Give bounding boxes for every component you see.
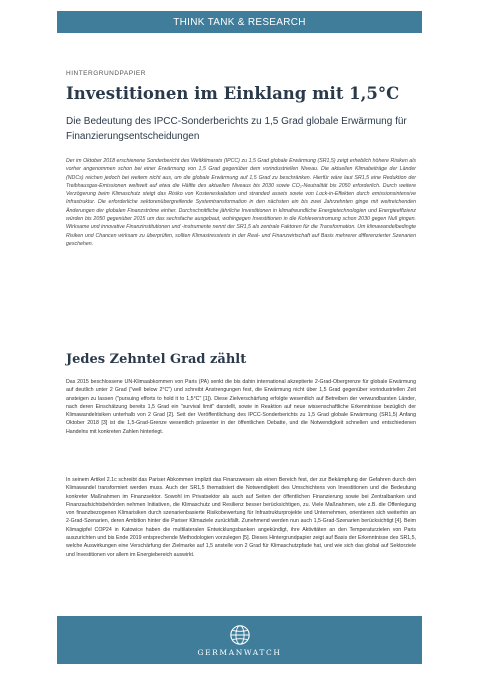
body-paragraph-2: In seinem Artikel 2.1c schreibt das Pariser Abkommen implizit das Finanzwesen als einen Bereich fest, der zur Bekämpfung der Gefahren durch den Klimawandel transformiert werden muss. Auch der SR1,5 thematisiert die Notwendigkeit des Umschichtens von Investitionen und die Bedeutung konkreter Maßnahmen im Finanzsektor. Sowohl im Privatsektor als auch auf Seiten der öffentlichen Finanzierung sowie bei Zentralbanken und Finanzaufsichtsbehörden nehmen Initiativen, die Klimaschutz und Resilienz besser berücksichtigen, zu. Viele Maßnahmen, wie z.B. die Offenlegung von finanzbezogenen Klimarisiken durch szenarienbasierte Risikobewertung für Infrastrukturprojekte und Unternehmen, orientieren sich weiterhin an 2-Grad-Szenarien, deren Ambition hinter die Pariser Klimaziele zurückfällt. Zunehmend werden nun auch 1,5-Grad-Szenarien berücksichtigt [4]. Beim Klimagipfel COP24 in Katowice haben die multilateralen Entwicklungsbanken angekündigt, ihre Aktivitäten an den Temperaturzielen von Paris auszurichten und bis Ende 2019 entsprechende Methodologien vorzulegen [5]. Dieses Hintergrundpapier zeigt auf Basis der Erkenntnisse des SR1,5, welche Auswirkungen eine Verschärfung der Zielmarke auf 1,5 anstelle von 2 Grad für Klimaschutzpfade hat, und wie sich das global auf Sektorziele und Investitionen vor allem im Energiebereich auswirkt. [66, 477, 416, 558]
page-title: Investitionen im Einklang mit 1,5°C [66, 84, 400, 103]
logo-wordmark: GERMANWATCH [197, 647, 282, 657]
footer-banner [57, 616, 422, 664]
document-type-label: HINTERGRUNDPAPIER [66, 70, 146, 77]
page-subtitle: Die Bedeutung des IPCC-Sonderberichts zu 1,5 Grad globale Erwärmung für Finanzierungsentscheidungen [66, 116, 407, 142]
globe-logo-icon [229, 624, 251, 646]
abstract-paragraph: Der im Oktober 2018 erschienene Sonderbericht des Weltklimarats (IPCC) zu 1,5 Grad globale Erwärmung (SR1,5) zeigt erheblich höhere Risiken als vorher angenommen schon bei einer Erwärmung von 1,5 Grad gegenüber dem vorindustriellen Niveau. Die aktuellen Klimabeiträge der Länder (NDCs) reichen jedoch bei weitem nicht aus, um die globale Erwärmung auf 1,5 Grad zu beschränken. Hierfür wäre laut SR1,5 eine Reduktion der Treibhausgas-Emissionen weltweit auf etwa die Hälfte des aktuellen Niveaus bis 2030 sowie CO₂-Neutralität bis 2050 erforderlich. Durch weitere Verzögerung beim Klimaschutz steigt das Risiko von Kosteneskalation und stranded assets sowie von Lock-in-Effekten durch emissionsintensive Infrastruktur. Die erforderliche sektorenübergreifende Systemtransformation in den nächsten ein bis zwei Jahrzehnten ginge mit weitreichenden Änderungen der globalen Finanzströme einher. Durchschnittliche jährliche Investitionen in klimafreundliche Energietechnologien und Energieeffizienz würden bis 2050 gegenüber 2015 um das sechsfache ausgebaut, wohingegen Investitionen in die Kohleverstromung schon 2030 gegen Null gingen. Wirksame und innovative Finanzinstitutionen und -instrumente nennt der SR1,5 als zentrale Faktoren für die Transformation. Um klimawandelbedingte Risiken und Chancen wirksam zu überprüfen, sollten Klimastresstests in der Real- und Finanzwirtschaft auf Basis mehrerer differenzierter Szenarien geschehen. [66, 158, 416, 247]
section-heading: Jedes Zehntel Grad zählt [66, 352, 247, 367]
body-paragraph-1: Das 2015 beschlossene UN-Klimaabkommen von Paris (PA) senkt die bis dahin international akzeptierte 2-Grad-Obergrenze für globale Erwärmung auf deutlich unter 2 Grad ("well below 2°C") und schreibt Anstrengungen fest, die Erwärmung nicht über 1,5 Grad gegenüber vorindustriellen Zeit ansteigen zu lassen ("pursuing efforts to hold it to 1,5°C" [1]). Diese Zielverschärfung erfolgte wesentlich auf Betreiben der verwundbarsten Länder, nach deren Einschätzung bereits 1,5 Grad ein "survival limit" darstellt, sowie in Reaktion auf neue wissenschaftliche Erkenntnisse bezüglich der Klimawandelrisiken unterhalb von 2 Grad [2]. Seit der Veröffentlichung des IPCC-Sonderberichts zu 1,5 Grad globale Erwärmung (SR1,5) Anfang Oktober 2018 [3] ist die 1,5-Grad-Grenze wesentlich präsenter in der öffentlichen Debatte, und die Notwendigkeit schnellen und entschiedenen Handelns mit konkreten Zahlen hinterlegt. [66, 379, 416, 435]
banner-label: THINK TANK & RESEARCH [173, 16, 306, 28]
top-banner [57, 11, 422, 33]
